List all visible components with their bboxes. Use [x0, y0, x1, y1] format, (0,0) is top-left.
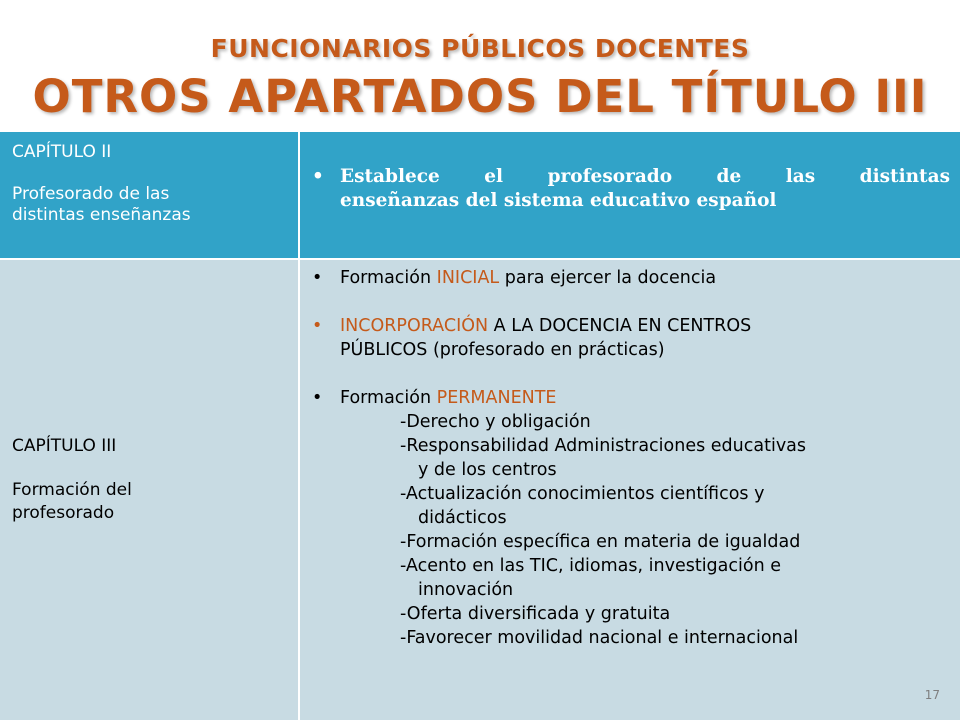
list-item [312, 266, 952, 290]
row-divider [0, 258, 960, 260]
row2-subtitle-b: profesorado [12, 503, 115, 523]
row2-label-cell [12, 435, 292, 525]
item2-line2: PÚBLICOS (profesorado en prácticas) [340, 340, 665, 360]
item3-prefix: Formación [340, 388, 437, 408]
sub-item: -Oferta diversificada y gratuita [400, 604, 671, 624]
page-number: 17 [924, 688, 940, 702]
title-line-1: FUNCIONARIOS PÚBLICOS DOCENTES [210, 34, 750, 63]
row1-subtitle-b: distintas enseñanzas [12, 205, 191, 225]
sub-item: -Acento en las TIC, idiomas, investigación e [400, 556, 782, 576]
bullet-icon: • [312, 388, 323, 408]
content-table [0, 132, 960, 720]
sub-item-continuation: didácticos [418, 508, 507, 528]
column-divider [298, 132, 300, 258]
sub-item: -Favorecer movilidad nacional e internacional [400, 628, 799, 648]
sub-item: -Actualización conocimientos científicos y [400, 484, 765, 504]
row1-text-line1: Establece el profesorado de las distintas [340, 166, 950, 187]
bullet-icon: • [312, 166, 324, 187]
row1-chapter: CAPÍTULO II [12, 142, 112, 162]
bullet-icon: • [312, 316, 323, 336]
title-line-2: OTROS APARTADOS DEL TÍTULO III [32, 70, 928, 123]
row1-text-line2: enseñanzas del sistema educativo español [340, 190, 777, 211]
sub-item: -Responsabilidad Administraciones educativas [400, 436, 807, 456]
slide-title [0, 0, 960, 132]
list-item [312, 314, 952, 362]
row2-subtitle-a: Formación del [12, 480, 132, 500]
item1-accent: INICIAL [436, 268, 500, 288]
item3-accent: PERMANENTE [436, 388, 557, 408]
list-item [312, 165, 950, 213]
sub-item: -Derecho y obligación [400, 412, 591, 432]
bullet-icon: • [312, 268, 323, 288]
sub-item-continuation: innovación [418, 580, 514, 600]
list-item [312, 386, 952, 410]
row2-chapter: CAPÍTULO III [12, 436, 117, 456]
sub-item-continuation: y de los centros [418, 460, 557, 480]
item1-suffix: para ejercer la docencia [499, 268, 717, 288]
row2-content-cell [312, 266, 952, 650]
row1-label-cell [12, 142, 292, 226]
item2-suffix: A LA DOCENCIA EN CENTROS [488, 316, 752, 336]
row1-subtitle-a: Profesorado de las [12, 184, 170, 204]
column-divider [298, 260, 300, 720]
item2-accent: INCORPORACIÓN [340, 316, 489, 336]
row1-content-cell [312, 165, 950, 213]
sub-item: -Formación específica en materia de igualdad [400, 532, 801, 552]
item1-prefix: Formación [340, 268, 437, 288]
